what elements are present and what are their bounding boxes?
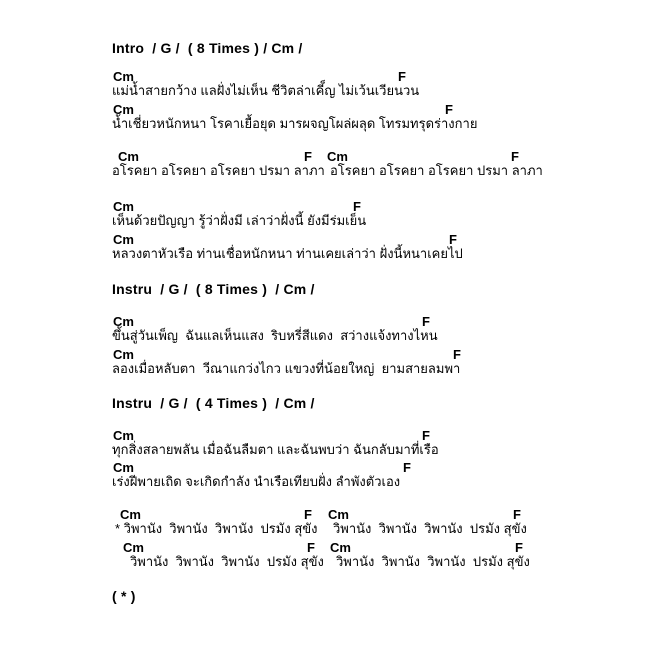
chord-label: F xyxy=(353,199,361,214)
chord-label: F xyxy=(445,102,453,117)
section-header: Instru / G / ( 4 Times ) / Cm / xyxy=(112,395,315,411)
chord-label: Cm xyxy=(113,69,134,84)
chord-label: Cm xyxy=(123,540,144,555)
lyric-text: เร่งฝีพายเถิด จะเกิดกำลัง นำเรือเทียบฝั่ง ลำพังตัวเอง xyxy=(112,474,401,489)
chord-label: F xyxy=(304,507,312,522)
chord-label: Cm xyxy=(327,149,348,164)
lyric-text: ขึ้นสู่วันเพ็ญ ฉันแลเห็นแสง ริบหรี่สีแดง สว่างแจ้งทางไหน xyxy=(112,328,438,343)
lyric-text: ลองเมื่อหลับตา วีณาแกว่งไกว แขวงที่น้อยใหญ่ ยามสายลมพา xyxy=(112,361,461,376)
chord-label: Cm xyxy=(120,507,141,522)
lyric-text: อโรคยา อโรคยา อโรคยา ปรมา ลาภา xyxy=(112,163,325,178)
lyric-text: วิพานัง วิพานัง วิพานัง ปรมัง สุขัง xyxy=(130,554,324,569)
chord-label: F xyxy=(403,460,411,475)
lyric-text: แม่น้ำสายกว้าง แลฝั่งไม่เห็น ชีวิตล่าเคี็ญ ไม่เว้นเวียนวน xyxy=(112,83,420,98)
chord-label: F xyxy=(304,149,312,164)
chord-label: Cm xyxy=(328,507,349,522)
chord-label: Cm xyxy=(113,232,134,247)
chord-label: F xyxy=(422,428,430,443)
lyric-text: หลวงตาหัวเรือ ท่านเชื่อหนักหนา ท่านเคยเล่าว่า ฝั่งนี้หนาเคยไป xyxy=(112,246,463,261)
chord-label: F xyxy=(422,314,430,329)
chord-label: Cm xyxy=(113,102,134,117)
chord-label: Cm xyxy=(330,540,351,555)
section-header: ( * ) xyxy=(112,588,136,604)
chord-label: F xyxy=(398,69,406,84)
lyric-text: วิพานัง วิพานัง วิพานัง ปรมัง สุขัง xyxy=(336,554,530,569)
chord-label: Cm xyxy=(113,460,134,475)
chord-label: F xyxy=(307,540,315,555)
chord-label: F xyxy=(453,347,461,362)
chord-label: Cm xyxy=(113,199,134,214)
chord-label: F xyxy=(513,507,521,522)
chord-label: F xyxy=(511,149,519,164)
lyric-text: * วิพานัง วิพานัง วิพานัง ปรมัง สุขัง xyxy=(115,521,318,536)
lyric-text: น้ำเชี่ยวหนักหนา โรคาเยื้อยุด มารผจญโผล่ผลุด โทรมทรุดร่างกาย xyxy=(112,116,478,131)
chord-label: Cm xyxy=(113,347,134,362)
lyric-text: อโรคยา อโรคยา อโรคยา ปรมา ลาภา xyxy=(330,163,543,178)
lyric-text: เห็นด้วยปัญญา รู้ว่าฝั่งมี เล่าว่าฝั่งนี้ ยังมีร่มเย็น xyxy=(112,213,367,228)
lyric-text: วิพานัง วิพานัง วิพานัง ปรมัง สุขัง xyxy=(333,521,527,536)
section-header: Instru / G / ( 8 Times ) / Cm / xyxy=(112,281,315,297)
chord-label: Cm xyxy=(113,428,134,443)
chord-label: Cm xyxy=(118,149,139,164)
lyric-text: ทุกสิ่งสลายพลัน เมื่อฉันลืมตา และฉันพบว่า ฉันกลับมาที่เรือ xyxy=(112,442,439,457)
section-header: Intro / G / ( 8 Times ) / Cm / xyxy=(112,40,303,56)
chord-label: Cm xyxy=(113,314,134,329)
chord-label: F xyxy=(449,232,457,247)
chord-label: F xyxy=(515,540,523,555)
